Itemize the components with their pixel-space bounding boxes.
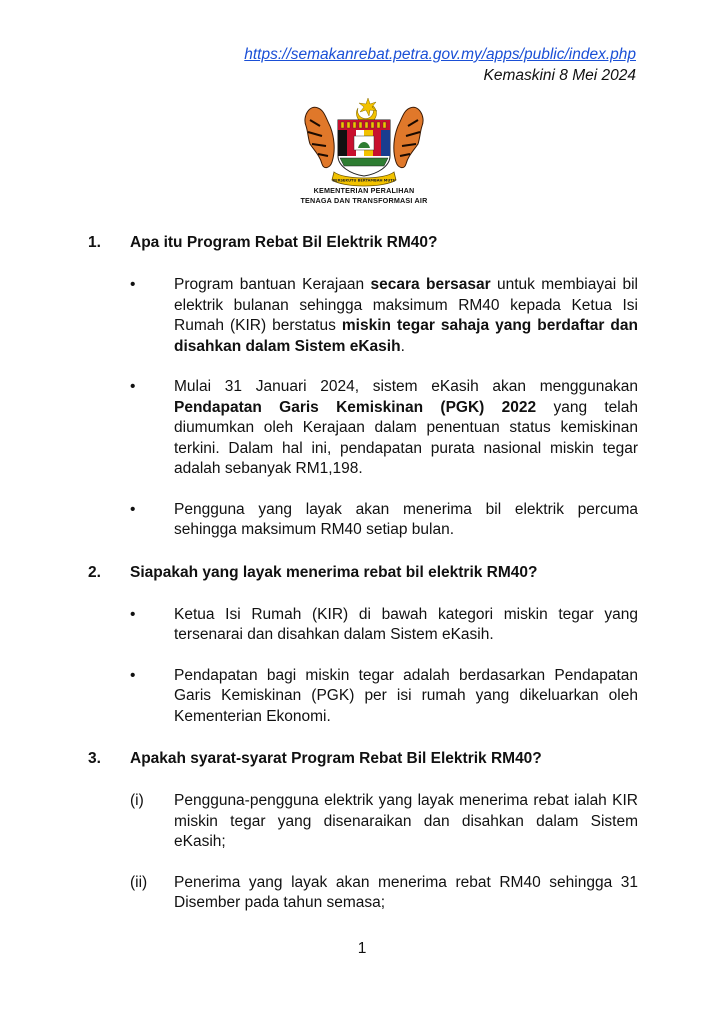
list-item-text: Penerima yang layak akan menerima rebat RM40 sehingga 31 Disember pada tahun semasa; <box>174 873 638 911</box>
list-item-text: Program bantuan Kerajaan secara bersasar untuk membiayai bil elektrik bulanan sehingga maksimum RM40 kepada Ketua Isi Rumah (KIR) berstatus miskin tegar sahaja yang berdaftar dan disahkan dalam Sistem eKasih. <box>174 276 638 355</box>
source-url-link[interactable]: https://semakanrebat.petra.gov.my/apps/public/index.php <box>244 46 636 63</box>
list-item-text: Pengguna yang layak akan menerima bil elektrik percuma sehingga maksimum RM40 setiap bulan. <box>174 500 638 538</box>
coat-of-arms-logo <box>300 96 428 188</box>
list-item <box>130 377 638 480</box>
list-item <box>130 605 638 646</box>
list-item <box>130 873 638 914</box>
list-item-text: Mulai 31 Januari 2024, sistem eKasih akan menggunakan Pendapatan Garis Kemiskinan (PGK) 2022 yang telah diumumkan oleh Kerajaan dalam penentuan status kemiskinan terkini. Dalam hal ini, pendapatan purata nasional miskin tegar adalah sebanyak RM1,198. <box>174 378 638 477</box>
bullet-marker: • <box>130 605 136 623</box>
roman-marker: (i) <box>130 792 144 809</box>
list-item <box>130 666 638 728</box>
page-header <box>244 44 636 86</box>
list-item-text: Ketua Isi Rumah (KIR) di bawah kategori miskin tegar yang tersenarai dan disahkan dalam Sistem eKasih. <box>174 605 638 643</box>
question-number: 3. <box>88 750 101 767</box>
bullet-marker: • <box>130 500 136 518</box>
ministry-name-line2: TENAGA DAN TRANSFORMASI AIR <box>300 196 428 205</box>
updated-date: Kemaskini 8 Mei 2024 <box>483 67 636 84</box>
ministry-name <box>270 186 458 206</box>
question-number: 2. <box>88 563 101 581</box>
question-title: Apa itu Program Rebat Bil Elektrik RM40? <box>130 234 438 251</box>
list-item <box>130 791 638 853</box>
list-item-text: Pengguna-pengguna elektrik yang layak menerima rebat ialah KIR miskin tegar yang disenaraikan dan disahkan dalam Sistem eKasih; <box>174 792 638 850</box>
roman-marker: (ii) <box>130 873 148 891</box>
ministry-name-line1: KEMENTERIAN PERALIHAN <box>313 186 415 195</box>
question-3 <box>88 749 638 769</box>
question-title: Siapakah yang layak menerima rebat bil elektrik RM40? <box>130 563 538 581</box>
bullet-marker: • <box>130 666 136 684</box>
list-item <box>130 275 638 357</box>
list-item-text: Pendapatan bagi miskin tegar adalah berdasarkan Pendapatan Garis Kemiskinan (PGK) per isi rumah yang dikeluarkan oleh Kementerian Ekonomi. <box>174 666 638 725</box>
motto-text: BERSEKUTU BERTAMBAH MUTU <box>332 178 396 183</box>
bullet-marker: • <box>130 276 136 293</box>
question-title: Apakah syarat-syarat Program Rebat Bil Elektrik RM40? <box>130 750 542 767</box>
page-number: 1 <box>357 940 367 957</box>
question-1 <box>88 233 638 253</box>
question-number: 1. <box>88 234 101 251</box>
faq-content <box>88 233 638 914</box>
bullet-marker: • <box>130 378 136 395</box>
list-item <box>130 500 638 541</box>
question-2 <box>88 563 638 583</box>
